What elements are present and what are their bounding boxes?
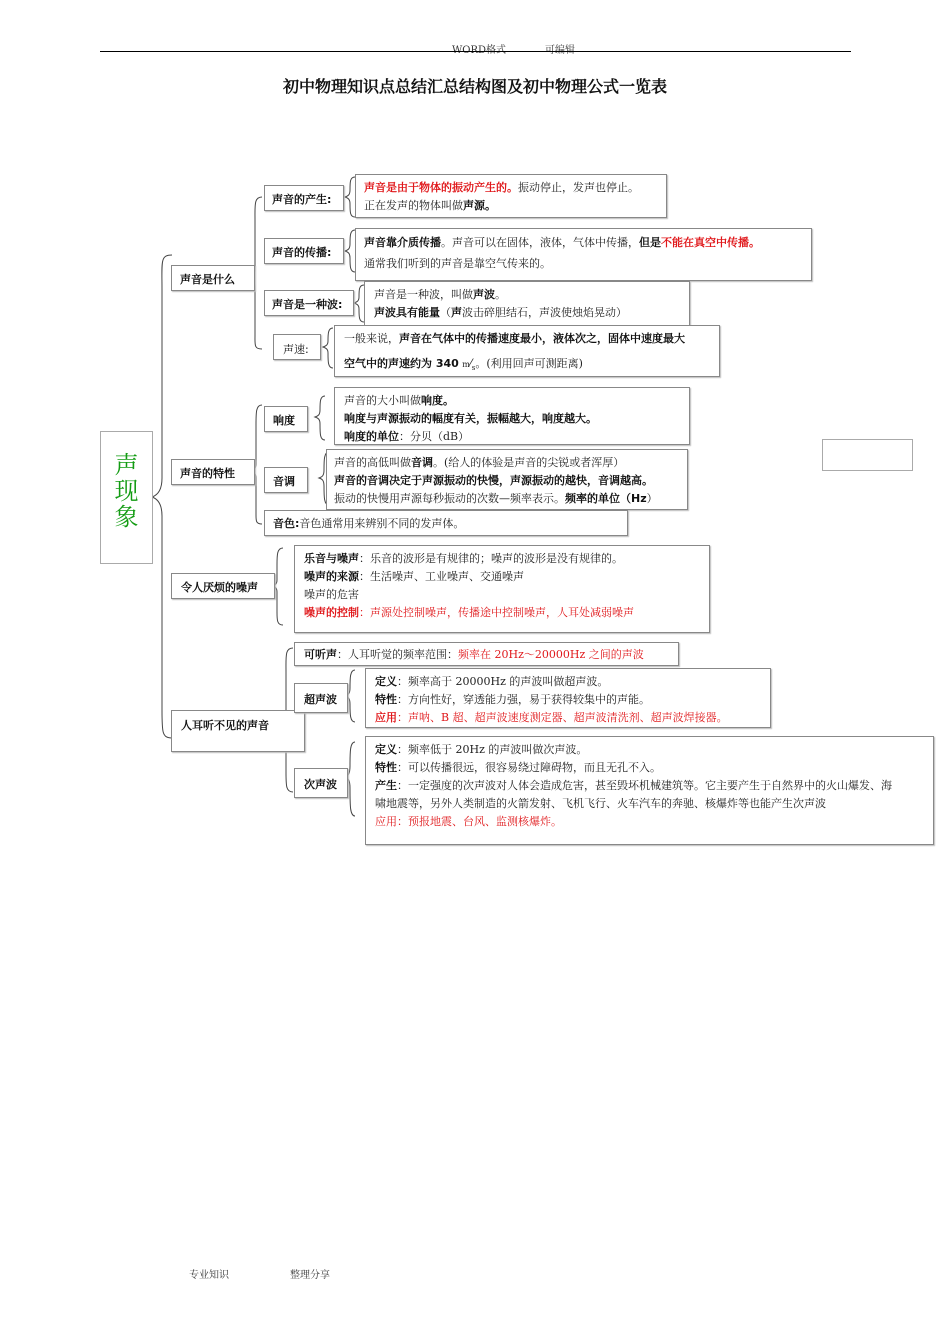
text: 。(给人的体验是声音的尖锐或者浑厚） xyxy=(433,456,625,469)
node-timbre xyxy=(264,510,628,536)
category-label: 人耳听不见的声音 xyxy=(181,719,269,732)
text-bold: 声 xyxy=(451,306,462,319)
text: 振动的快慢用声源每秒振动的次数—频率表示。 xyxy=(334,492,565,505)
detail-sound-speed: 一般来说，声音在气体中的传播速度最小，液体次之，固体中速度最大 空气中的声速约为 340 $m⁄_s$。(利用回声可测距离) xyxy=(334,325,720,377)
text: ：分贝（dB） xyxy=(399,430,470,443)
text-bold: 声源。 xyxy=(463,199,496,212)
text: 通常我们听到的声音是靠空气传来的。 xyxy=(364,257,551,270)
category-label: 令人厌烦的噪声 xyxy=(181,581,258,594)
text: 声音的大小叫做 xyxy=(344,394,421,407)
text: 。 xyxy=(495,288,506,301)
text-bold: 产生 xyxy=(375,779,397,792)
node-sound-propagation xyxy=(264,238,344,264)
text-bold: 响度。 xyxy=(421,394,454,407)
category-inaudible-sound xyxy=(171,710,305,752)
footer-right: 整理分享 xyxy=(290,1270,330,1281)
node-label: 次声波 xyxy=(304,778,337,791)
text-red: 应用：预报地震、台风、监测核爆炸。 xyxy=(375,815,562,828)
text: 啸地震等，另外人类制造的火箭发射、飞机飞行、火车汽车的奔驰、核爆炸等也能产生次声波 xyxy=(375,797,826,810)
node-label: 声音的传播: xyxy=(272,246,332,259)
text: 正在发声的物体叫做 xyxy=(364,199,463,212)
text-bold: 可听声 xyxy=(304,648,337,661)
root-char-1: 声 xyxy=(114,451,139,479)
detail-sound-wave xyxy=(364,281,690,327)
text: 。声音可以在固体，液体，气体中传播， xyxy=(441,236,639,249)
text: 波击碎胆结石，声波使烛焰晃动） xyxy=(462,306,627,319)
empty-box xyxy=(822,439,913,471)
detail-infrasound xyxy=(365,736,934,845)
text: 音色通常用来辨别不同的发声体。 xyxy=(299,517,465,530)
text-bold: 响度与声源振动的幅度有关，振幅越大，响度越大。 xyxy=(344,412,597,425)
node-loudness xyxy=(264,406,308,432)
category-noise xyxy=(171,573,275,599)
text-red: 频率在 20Hz～20000Hz 之间的声波 xyxy=(458,648,644,661)
root-node xyxy=(100,431,153,564)
header-right: 可编辑 xyxy=(545,45,575,56)
text-red: 噪声的控制 xyxy=(304,606,359,619)
text-bold: 特性 xyxy=(375,693,397,706)
node-pitch xyxy=(264,467,308,493)
text: 声音是一种波，叫做 xyxy=(374,288,473,301)
footer-left: 专业知识 xyxy=(189,1270,229,1281)
node-infrasound xyxy=(294,768,348,798)
text-bold: 声音的音调决定于声源振动的快慢，声源振动的越快，音调越高。 xyxy=(334,474,653,487)
text-red: ：声源处控制噪声，传播途中控制噪声，人耳处减弱噪声 xyxy=(359,606,634,619)
text-bold: 乐音与噪声 xyxy=(304,552,359,565)
text: ：一定强度的次声波对人体会造成危害，甚至毁坏机械建筑等。它主要产生于自然界中的火山爆发、海 xyxy=(397,779,892,792)
node-sound-speed xyxy=(273,334,321,360)
text-bold: 空气中的声速约为 340 xyxy=(344,357,459,370)
detail-noise xyxy=(294,545,710,633)
text-bold: 声波具有能量 xyxy=(374,306,440,319)
root-char-3: 象 xyxy=(114,503,139,531)
text-bold: 定义 xyxy=(375,675,397,688)
node-sound-production xyxy=(264,185,344,211)
text: 。(利用回声可测距离) xyxy=(475,357,583,370)
text: ：人耳听觉的频率范围： xyxy=(337,648,458,661)
text: ：生活噪声、工业噪声、交通噪声 xyxy=(359,570,524,583)
text: ：频率高于 20000Hz 的声波叫做超声波。 xyxy=(397,675,609,688)
text-red: 声音是由于物体的振动产生的。 xyxy=(364,181,518,194)
category-sound-characteristics xyxy=(171,459,255,485)
text: ：可以传播很远，很容易绕过障碍物，而且无孔不入。 xyxy=(397,761,661,774)
node-label: 声音的产生: xyxy=(272,193,332,206)
text: ：频率低于 20Hz 的声波叫做次声波。 xyxy=(397,743,588,756)
text-bold: 噪声的来源 xyxy=(304,570,359,583)
detail-sound-propagation xyxy=(355,228,812,281)
text-bold: 声波 xyxy=(473,288,495,301)
text-red: 应用 xyxy=(375,711,397,724)
text: 振动停止，发声也停止。 xyxy=(518,181,639,194)
category-what-is-sound xyxy=(171,265,255,291)
text-red: ：声呐、B 超、超声波速度测定器、超声波清洗剂、超声波焊接器。 xyxy=(397,711,728,724)
node-ultrasound xyxy=(294,683,348,713)
text-bold: 但是 xyxy=(639,236,661,249)
text-bold: 特性 xyxy=(375,761,397,774)
text-red: 不能在真空中传播。 xyxy=(661,236,760,249)
text: ：乐音的波形是有规律的；噪声的波形是没有规律的。 xyxy=(359,552,623,565)
text: 一般来说， xyxy=(344,332,399,345)
detail-loudness xyxy=(334,387,690,445)
node-audible-sound xyxy=(294,642,679,666)
detail-sound-production xyxy=(355,174,667,218)
unit-m: m xyxy=(462,360,470,369)
text-bold: 响度的单位 xyxy=(344,430,399,443)
page-title: 初中物理知识点总结汇总结构图及初中物理公式一览表 xyxy=(282,77,667,96)
node-label: 音调 xyxy=(273,475,295,488)
node-sound-wave xyxy=(264,290,354,316)
text: 噪声的危害 xyxy=(304,588,359,601)
text-bold: 频率的单位（Hz xyxy=(565,492,647,505)
node-label: 声速: xyxy=(283,343,309,356)
node-label: 响度 xyxy=(273,414,295,427)
text: （ xyxy=(440,306,451,319)
text-bold: 音调 xyxy=(411,456,433,469)
category-label: 声音的特性 xyxy=(180,467,235,480)
detail-pitch xyxy=(326,449,688,510)
category-label: 声音是什么 xyxy=(180,273,235,286)
text: ） xyxy=(646,492,658,505)
unit-s: s xyxy=(471,364,476,372)
text-bold: 声音在气体中的传播速度最小，液体次之，固体中速度最大 xyxy=(399,332,685,345)
text-bold: 定义 xyxy=(375,743,397,756)
header-left: WORD格式 xyxy=(452,45,507,56)
text: ：方向性好，穿透能力强，易于获得较集中的声能。 xyxy=(397,693,650,706)
text: 声音的高低叫做 xyxy=(334,456,411,469)
node-label: 声音是一种波: xyxy=(272,298,343,311)
node-label: 超声波 xyxy=(304,693,337,706)
detail-ultrasound xyxy=(365,668,771,728)
node-label: 音色: xyxy=(273,517,300,530)
text-bold: 声音靠介质传播 xyxy=(364,236,441,249)
root-char-2: 现 xyxy=(114,477,139,505)
